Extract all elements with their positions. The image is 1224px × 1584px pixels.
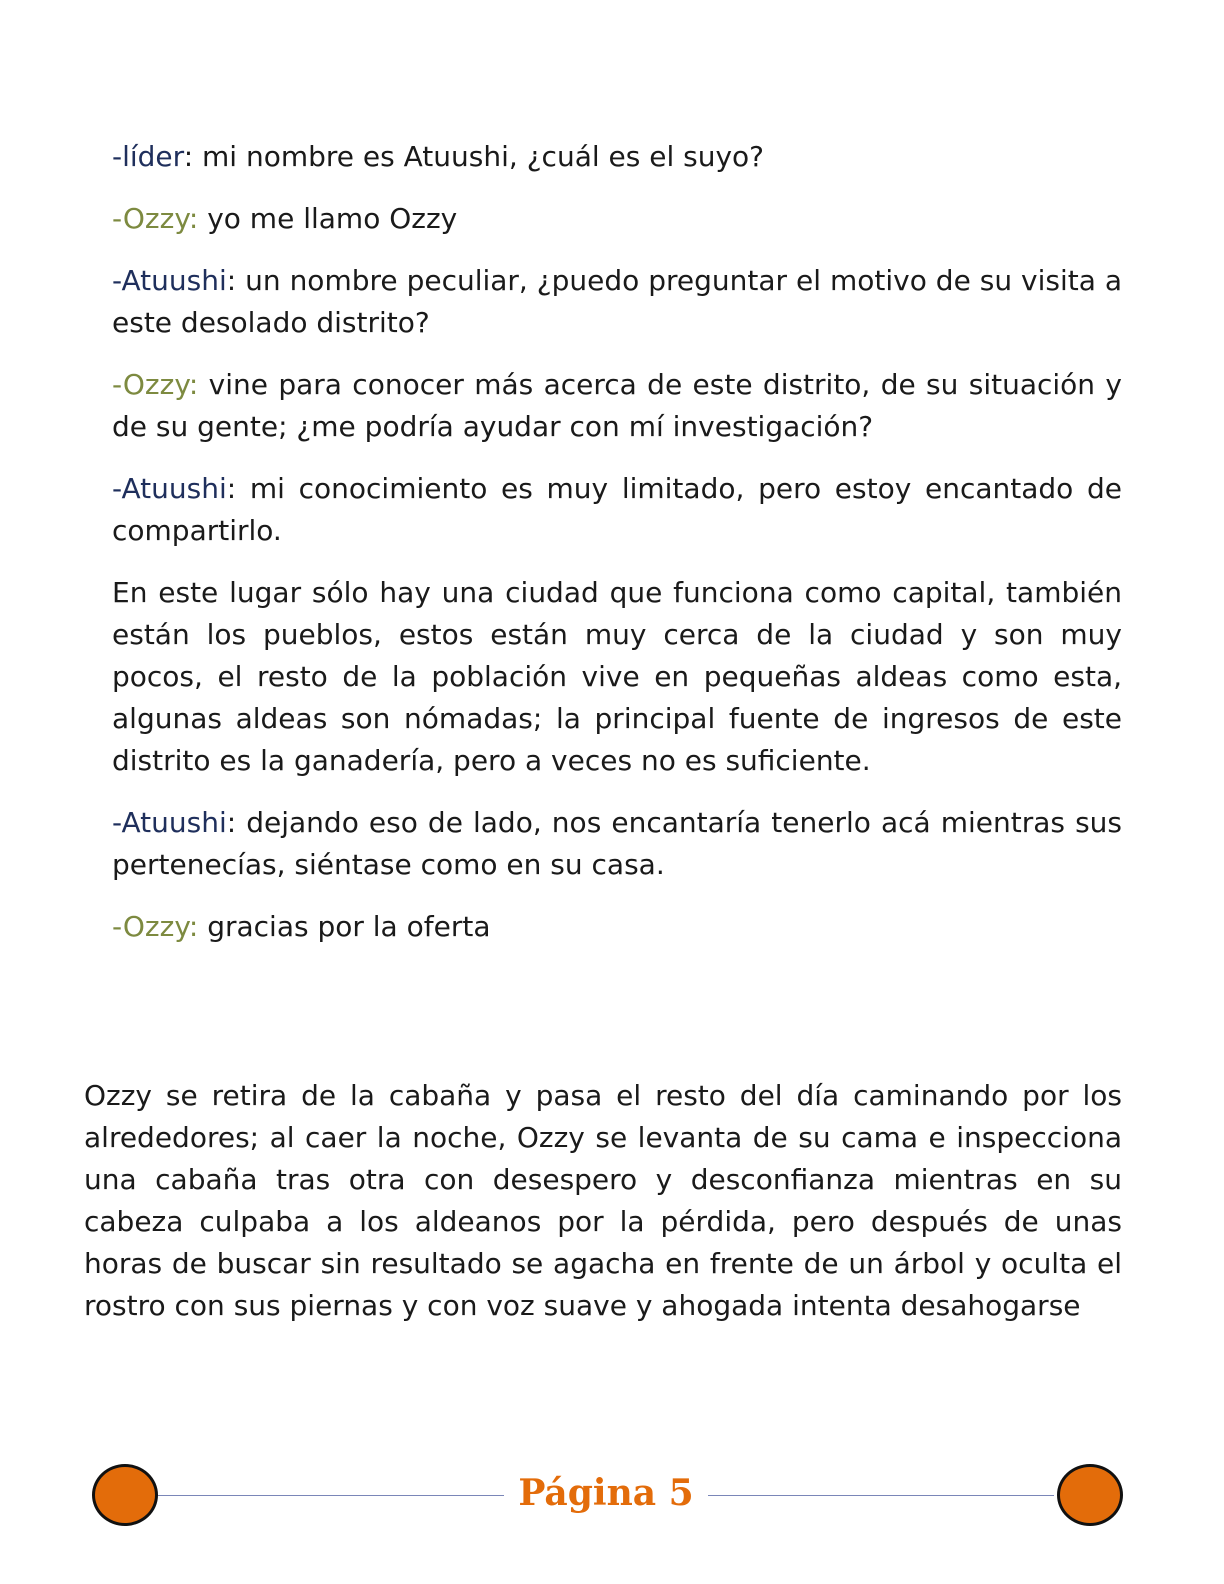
dialogue-line bbox=[112, 906, 1122, 948]
dialogue-line bbox=[112, 364, 1122, 448]
dialogue-text: gracias por la oferta bbox=[198, 910, 491, 943]
dialogue-line bbox=[112, 260, 1122, 344]
dialogue-text: : dejando eso de lado, nos encantaría tenerlo acá mientras sus pertenecías, siéntase como en su casa. bbox=[112, 806, 1122, 881]
dialogue-text: : un nombre peculiar, ¿puedo preguntar el motivo de su visita a este desolado distrito? bbox=[112, 264, 1122, 339]
right-circle-ornament bbox=[1057, 1464, 1123, 1526]
dialogue-text: : mi nombre es Atuushi, ¿cuál es el suyo? bbox=[183, 140, 765, 173]
speaker-name: -Ozzy: bbox=[112, 202, 199, 235]
speaker-name: -Atuushi bbox=[112, 472, 227, 505]
dialogue-text: vine para conocer más acerca de este distrito, de su situación y de su gente; ¿me podría ayudar con mí investigación? bbox=[112, 368, 1122, 443]
speaker-name: -líder bbox=[112, 140, 184, 173]
right-footer-rule bbox=[708, 1495, 1054, 1496]
narration-paragraph: Ozzy se retira de la cabaña y pasa el resto del día caminando por los alrededores; al caer la noche, Ozzy se levanta de su cama e inspecciona una cabaña tras otra con desespero y desconfianza mientras en su cabeza culpaba a los aldeanos por la pérdida, pero después de unas horas de buscar sin resultado se agacha en frente de un árbol y oculta el rostro con sus piernas y con voz suave y ahogada intenta desahogarse bbox=[84, 1079, 1122, 1322]
speaker-name: -Atuushi bbox=[112, 264, 227, 297]
speaker-name: -Ozzy: bbox=[112, 368, 199, 401]
left-footer-rule bbox=[158, 1495, 504, 1496]
left-circle-ornament bbox=[92, 1464, 158, 1526]
dialogue-text: En este lugar sólo hay una ciudad que funciona como capital, también están los pueblos, estos están muy cerca de la ciudad y son muy pocos, el resto de la población vive en pequeñas aldeas como esta, algunas aldeas son nómadas; la principal fuente de ingresos de este distrito es la ganadería, pero a veces no es suficiente. bbox=[112, 576, 1122, 777]
page-number: Página 5 bbox=[518, 1472, 694, 1514]
dialogue-line bbox=[112, 468, 1122, 552]
speaker-name: -Atuushi bbox=[112, 806, 227, 839]
dialogue-line bbox=[112, 136, 1122, 178]
speaker-name: -Ozzy: bbox=[112, 910, 199, 943]
dialogue-text: yo me llamo Ozzy bbox=[198, 202, 458, 235]
page-footer bbox=[0, 1460, 1224, 1530]
dialogue-line bbox=[112, 802, 1122, 886]
dialogue-line bbox=[112, 198, 1122, 240]
dialogue-section bbox=[112, 136, 1122, 968]
dialogue-continuation bbox=[112, 572, 1122, 782]
dialogue-text: : mi conocimiento es muy limitado, pero estoy encantado de compartirlo. bbox=[112, 472, 1122, 547]
